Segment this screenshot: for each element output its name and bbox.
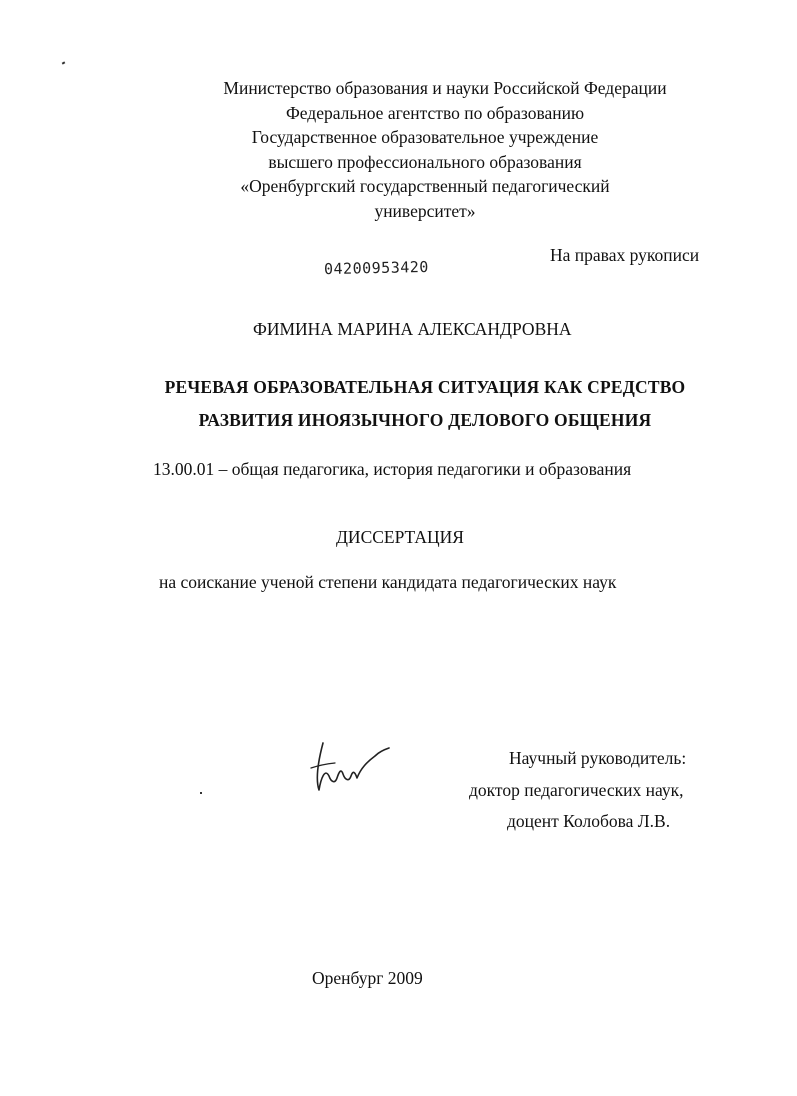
city-year: Оренбург 2009 xyxy=(312,968,423,988)
specialty-code: 13.00.01 – общая педагогика, история педагогики и образования xyxy=(153,459,632,479)
document-type: ДИССЕРТАЦИЯ xyxy=(336,527,464,547)
archive-number-stamp: 04200953420 xyxy=(323,257,430,279)
manuscript-note: На правах рукописи xyxy=(550,245,700,265)
supervisor-name: доцент Колобова Л.В. xyxy=(507,811,671,831)
dissertation-title-line-1: РЕЧЕВАЯ ОБРАЗОВАТЕЛЬНАЯ СИТУАЦИЯ КАК СРЕДСТВО xyxy=(164,377,686,397)
agency-line: Федеральное агентство по образованию xyxy=(285,102,585,123)
supervisor-degree: доктор педагогических наук, xyxy=(469,780,684,800)
supervisor-label: Научный руководитель: xyxy=(509,748,687,768)
scan-dot xyxy=(200,792,202,794)
dissertation-title-line-2: РАЗВИТИЯ ИНОЯЗЫЧНОГО ДЕЛОВОГО ОБЩЕНИЯ xyxy=(198,410,652,430)
education-level-line: высшего профессионального образования xyxy=(268,151,582,172)
signature xyxy=(305,738,395,798)
institution-header xyxy=(200,76,690,223)
scan-mark xyxy=(62,61,66,64)
author-name: ФИМИНА МАРИНА АЛЕКСАНДРОВНА xyxy=(253,319,572,339)
ministry-line: Министерство образования и науки Российской Федерации xyxy=(223,78,667,98)
institution-type-line: Государственное образовательное учреждение xyxy=(251,127,599,147)
university-name-line-end: университет» xyxy=(374,200,476,221)
university-name-line: «Оренбургский государственный педагогический xyxy=(240,176,610,196)
degree-purpose: на соискание ученой степени кандидата педагогических наук xyxy=(159,572,617,592)
